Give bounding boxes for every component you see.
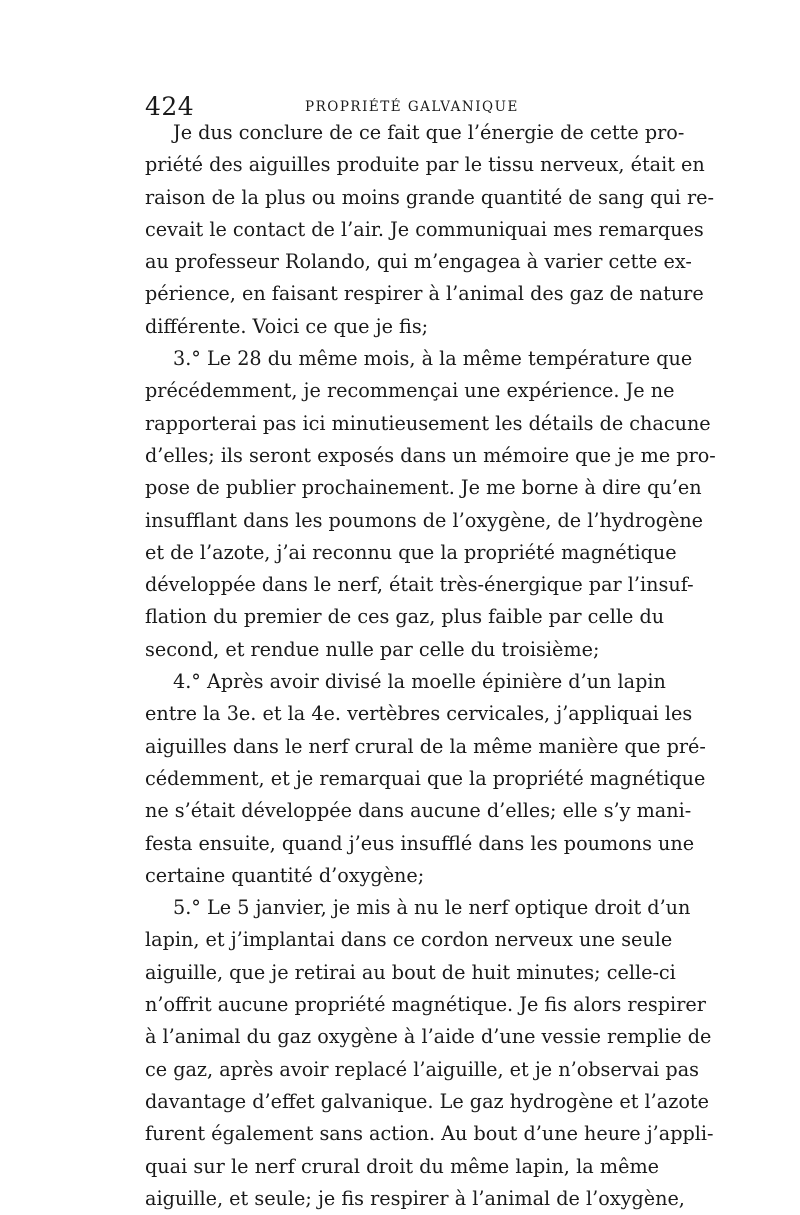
text-line: précédemment, je recommençai une expérience. Je ne: [145, 379, 675, 403]
text-line: festa ensuite, quand j’eus insufflé dans les poumons une: [145, 831, 695, 855]
text-line: ne s’était développée dans aucune d’elles; elle s’y mani-: [145, 799, 692, 823]
text-line: 4.° Après avoir divisé la moelle épinière d’un lapin: [173, 670, 666, 694]
running-head: PROPRIÉTÉ GALVANIQUE: [305, 99, 519, 115]
text-line: 5.° Le 5 janvier, je mis à nu le nerf optique droit d’un: [173, 896, 691, 920]
text-line: flation du premier de ces gaz, plus faible par celle du: [145, 605, 665, 629]
text-line: davantage d’effet galvanique. Le gaz hydrogène et l’azote: [145, 1089, 709, 1113]
text-line: aiguilles dans le nerf crural de la même manière que pré-: [145, 734, 706, 758]
text-line: développée dans le nerf, était très-énergique par l’insuf-: [145, 573, 694, 597]
text-line: lapin, et j’implantai dans ce cordon nerveux une seule: [145, 928, 673, 952]
text-line: furent également sans action. Au bout d’une heure j’appli-: [145, 1122, 714, 1146]
text-line: raison de la plus ou moins grande quantité de sang qui re-: [145, 185, 715, 209]
text-line: et de l’azote, j’ai reconnu que la propriété magnétique: [145, 540, 677, 564]
text-line: entre la 3e. et la 4e. vertèbres cervicales, j’appliquai les: [145, 702, 693, 726]
text-line: certaine quantité d’oxygène;: [145, 863, 425, 887]
text-line: 3.° Le 28 du même mois, à la même température que: [173, 347, 693, 371]
text-line: second, et rendue nulle par celle du troisième;: [145, 637, 600, 661]
text-line: à l’animal du gaz oxygène à l’aide d’une vessie remplie de: [145, 1025, 712, 1049]
text-line: pose de publier prochainement. Je me borne à dire qu’en: [145, 476, 702, 500]
text-line: cevait le contact de l’air. Je communiquai mes remarques: [145, 217, 704, 241]
text-line: différente. Voici ce que je fis;: [145, 314, 429, 338]
text-line: d’elles; ils seront exposés dans un mémoire que je me pro-: [145, 443, 716, 467]
text-line: Je dus conclure de ce fait que l’énergie de cette pro-: [173, 121, 685, 144]
text-line: priété des aiguilles produite par le tissu nerveux, était en: [145, 153, 705, 177]
text-line: quai sur le nerf crural droit du même lapin, la même: [145, 1154, 659, 1178]
text-line: n’offrit aucune propriété magnétique. Je fis alors respirer: [145, 993, 706, 1017]
text-line: ce gaz, après avoir replacé l’aiguille, et je n’observai pas: [145, 1057, 699, 1081]
text-line: cédemment, et je remarquai que la propriété magnétique: [145, 766, 706, 790]
text-line: aiguille, que je retirai au bout de huit minutes; celle-ci: [145, 960, 676, 984]
text-line: rapporterai pas ici minutieusement les détails de chacune: [145, 411, 711, 435]
body-text: [145, 117, 716, 1215]
text-line: insufflant dans les poumons de l’oxygène, de l’hydrogène: [145, 508, 704, 532]
text-line: périence, en faisant respirer à l’animal des gaz de nature: [145, 282, 704, 306]
text-line: aiguille, et seule; je fis respirer à l’animal de l’oxygène,: [145, 1186, 685, 1210]
page-number: 424: [145, 92, 195, 121]
text-line: au professeur Rolando, qui m’engagea à varier cette ex-: [145, 250, 692, 274]
